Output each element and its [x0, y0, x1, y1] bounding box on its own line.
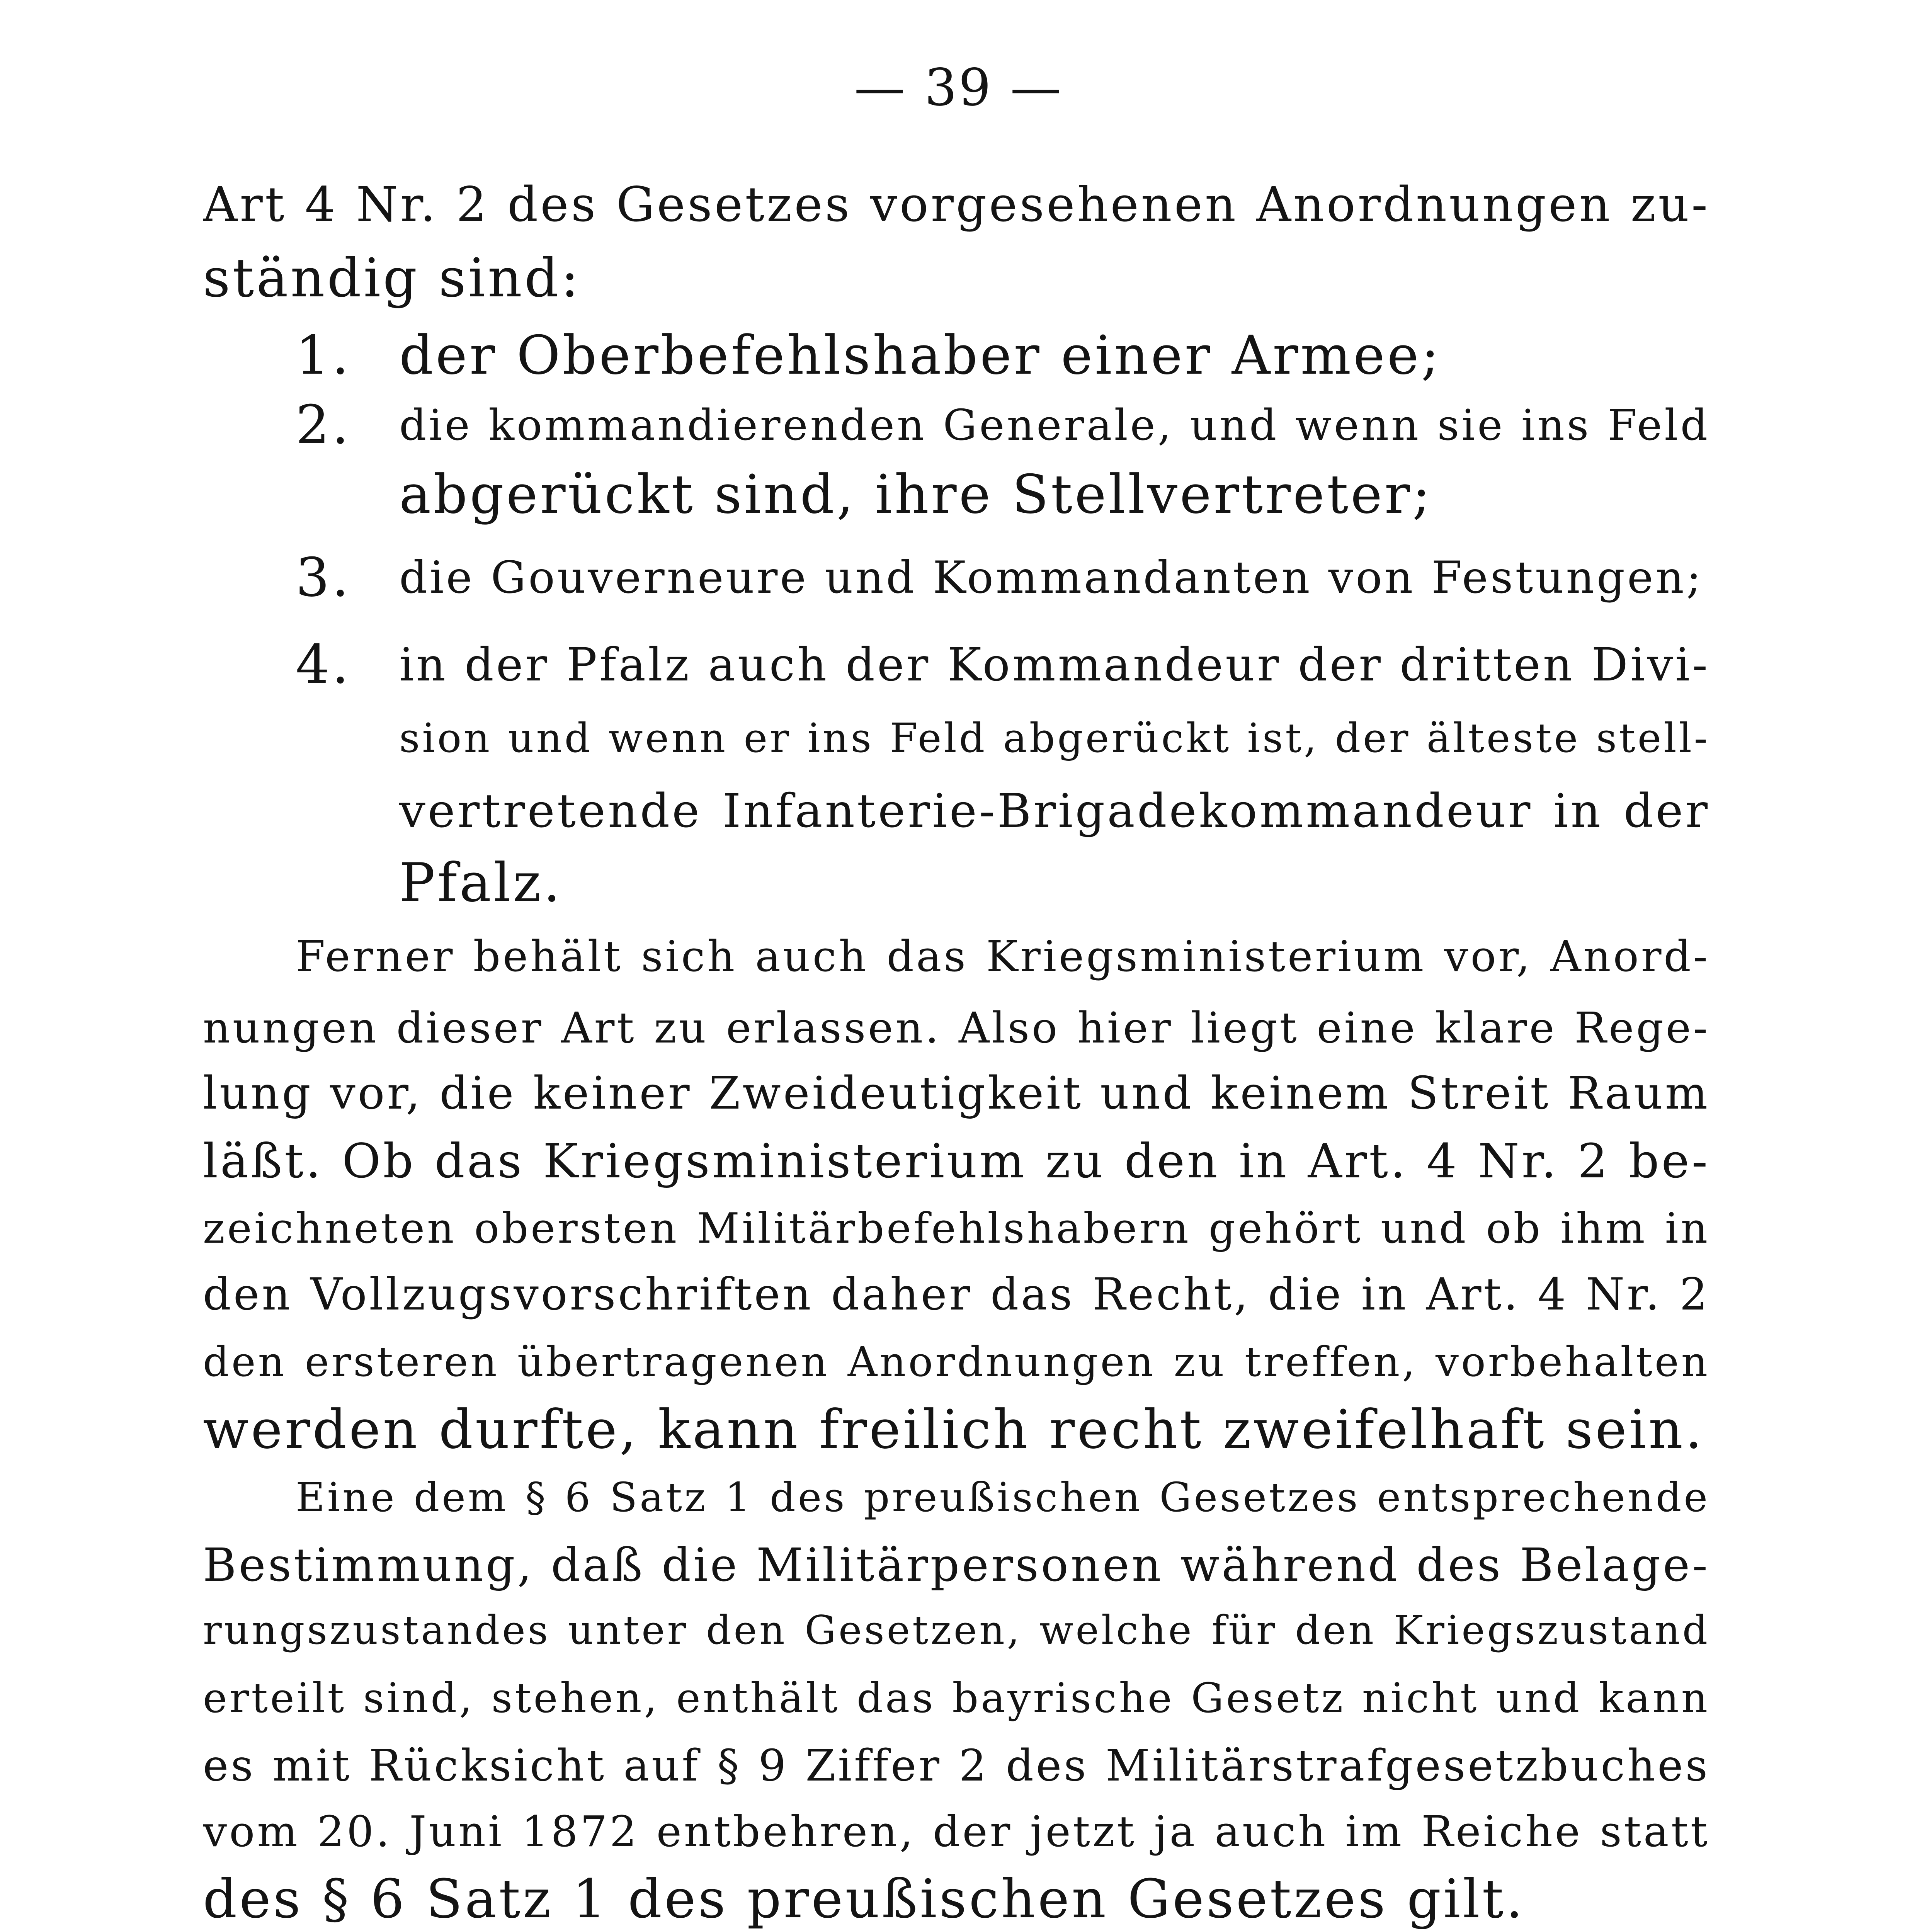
list-item-continuation: vertretende Infanterie-Brigadekommandeur in der — [399, 784, 1710, 838]
paragraph-line: nungen dieser Art zu erlassen. Also hier liegt eine klare Rege- — [203, 1003, 1710, 1053]
paragraph-line — [296, 1928, 1710, 1932]
list-item-continuation: sion und wenn er ins Feld abgerückt ist, der älteste stell- — [399, 714, 1710, 762]
intro-line: ständig sind: — [203, 247, 581, 309]
list-item — [296, 539, 1710, 616]
paragraph-line: Ferner behält sich auch das Kriegsministerium vor, Anord- — [296, 932, 1710, 981]
intro-line: Art 4 Nr. 2 des Gesetzes vorgesehenen Anordnungen zu- — [203, 177, 1710, 233]
paragraph-line: läßt. Ob das Kriegsministerium zu den in Art. 4 Nr. 2 be- — [203, 1134, 1710, 1189]
list-item-number: 4. — [296, 633, 351, 696]
paragraph-line: zeichneten obersten Militärbefehlshabern gehört und ob ihm in — [203, 1204, 1710, 1253]
list-item-number: 2. — [296, 394, 351, 456]
list-item-text: in der Pfalz auch der Kommandeur der dritten Divi- — [399, 638, 1710, 691]
list-item-text: der Oberbefehlshaber einer Armee; — [399, 324, 1442, 386]
paragraph-line: des § 6 Satz 1 des preußischen Gesetzes gilt. — [203, 1868, 1525, 1930]
paragraph-line: vom 20. Juni 1872 entbehren, der jetzt ja auch im Reiche statt — [203, 1807, 1710, 1856]
page-number: — 39 — — [854, 58, 1063, 117]
paragraph-line: Eine dem § 6 Satz 1 des preußischen Gesetzes entsprechende — [296, 1474, 1710, 1521]
list-item — [296, 317, 1710, 394]
paragraph-line: den ersteren übertragenen Anordnungen zu treffen, vorbehalten — [203, 1338, 1710, 1386]
list-item-text: die Gouverneure und Kommandanten von Festungen; — [399, 552, 1704, 603]
list-item-continuation: abgerückt sind, ihre Stellvertreter; — [399, 463, 1433, 526]
paragraph-line: werden durfte, kann freilich recht zweifelhaft sein. — [203, 1398, 1704, 1461]
list-item — [296, 626, 1710, 703]
list-item — [296, 386, 1710, 464]
paragraph-line: lung vor, die keiner Zweideutigkeit und keinem Streit Raum — [203, 1067, 1710, 1119]
paragraph-line: erteilt sind, stehen, enthält das bayrische Gesetz nicht und kann — [203, 1674, 1710, 1722]
paragraph-line: den Vollzugsvorschriften daher das Recht, die in Art. 4 Nr. 2 — [203, 1269, 1710, 1320]
list-item-number: 1. — [296, 324, 351, 386]
list-item-number: 3. — [296, 546, 351, 609]
paragraph-line: es mit Rücksicht auf § 9 Ziffer 2 des Militärstrafgesetzbuches — [203, 1741, 1710, 1791]
list-item-text: die kommandierenden Generale, und wenn sie ins Feld — [399, 400, 1710, 450]
list-item-continuation: Pfalz. — [399, 852, 563, 914]
paragraph-line: Bestimmung, daß die Militärpersonen während des Belage- — [203, 1538, 1710, 1592]
paragraph-line: rungszustandes unter den Gesetzen, welche für den Kriegszustand — [203, 1607, 1710, 1653]
